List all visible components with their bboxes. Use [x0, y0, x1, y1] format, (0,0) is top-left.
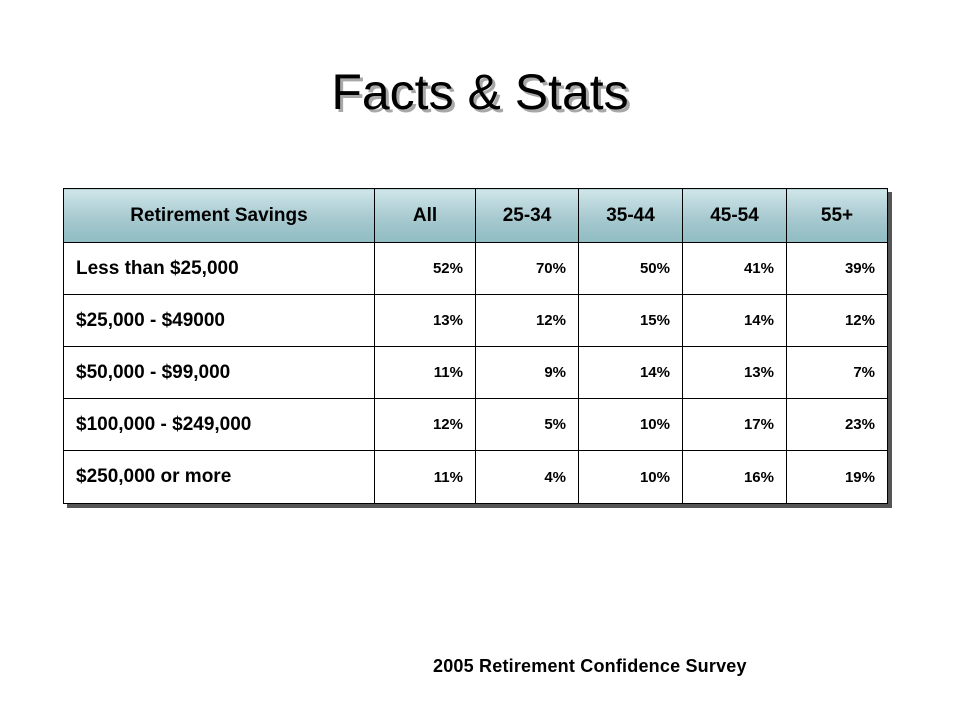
table-cell: 7%: [787, 347, 888, 399]
row-label: Less than $25,000: [64, 243, 375, 295]
source-citation: 2005 Retirement Confidence Survey: [433, 656, 747, 676]
table-cell: 13%: [683, 347, 787, 399]
table-cell: 5%: [476, 399, 579, 451]
column-header-35-44: 35-44: [579, 189, 683, 243]
table-cell: 52%: [375, 243, 476, 295]
table-cell: 12%: [476, 295, 579, 347]
table-row: [64, 399, 888, 451]
table-cell: 70%: [476, 243, 579, 295]
row-label: $25,000 - $49000: [64, 295, 375, 347]
table-row: [64, 451, 888, 504]
table-cell: 41%: [683, 243, 787, 295]
table-cell: 10%: [579, 399, 683, 451]
retirement-savings-table: [63, 188, 888, 504]
table-cell: 14%: [579, 347, 683, 399]
table-cell: 14%: [683, 295, 787, 347]
table-cell: 10%: [579, 451, 683, 504]
table-row: [64, 295, 888, 347]
table-cell: 16%: [683, 451, 787, 504]
table-cell: 39%: [787, 243, 888, 295]
table-header-row: [64, 189, 888, 243]
table-cell: 19%: [787, 451, 888, 504]
column-header-retirement-savings: Retirement Savings: [64, 189, 375, 243]
column-header-all: All: [375, 189, 476, 243]
table-cell: 12%: [787, 295, 888, 347]
column-header-45-54: 45-54: [683, 189, 787, 243]
row-label: $100,000 - $249,000: [64, 399, 375, 451]
table-cell: 9%: [476, 347, 579, 399]
table-cell: 12%: [375, 399, 476, 451]
table-cell: 50%: [579, 243, 683, 295]
column-header-55-plus: 55+: [787, 189, 888, 243]
column-header-25-34: 25-34: [476, 189, 579, 243]
table-cell: 13%: [375, 295, 476, 347]
table-cell: 4%: [476, 451, 579, 504]
table-cell: 11%: [375, 451, 476, 504]
table-row: [64, 347, 888, 399]
slide-title: Facts & Stats: [331, 64, 629, 120]
row-label: $50,000 - $99,000: [64, 347, 375, 399]
table-cell: 23%: [787, 399, 888, 451]
table-cell: 15%: [579, 295, 683, 347]
table-row: [64, 243, 888, 295]
table-cell: 17%: [683, 399, 787, 451]
row-label: $250,000 or more: [64, 451, 375, 504]
table-cell: 11%: [375, 347, 476, 399]
